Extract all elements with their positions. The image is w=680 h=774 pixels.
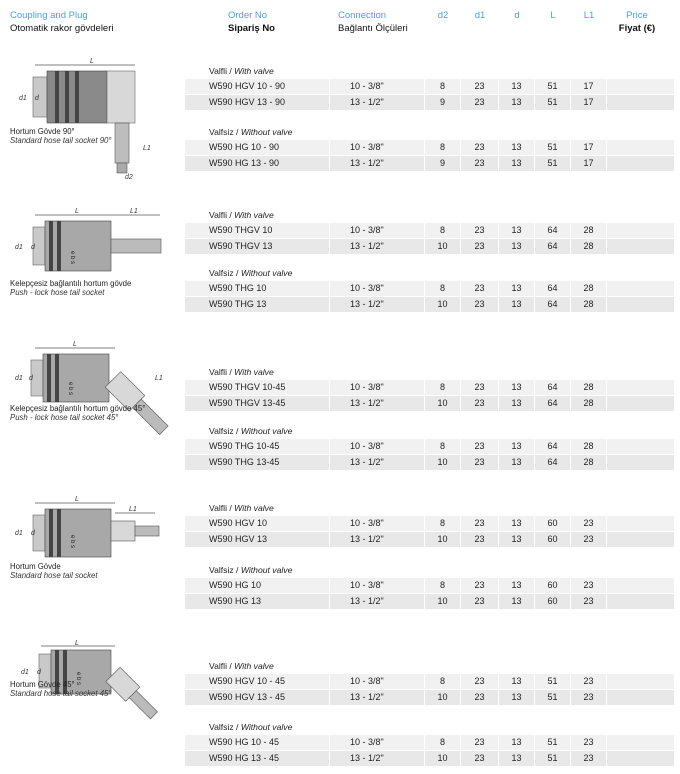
svg-text:L1: L1 bbox=[130, 208, 138, 215]
group-title: Valfsiz / Without valve bbox=[209, 722, 293, 732]
group-without-valve bbox=[185, 720, 675, 766]
caption-tr: Hortum Gövde 90° bbox=[10, 127, 75, 136]
group-with-valve bbox=[185, 208, 675, 254]
header-price bbox=[614, 10, 660, 34]
push-lock-caption bbox=[10, 279, 180, 297]
svg-text:L: L bbox=[90, 58, 94, 65]
header-order bbox=[228, 10, 275, 34]
connection-tr: Bağlantı Ölçüleri bbox=[338, 23, 408, 34]
table-row: W590 HGV 13 13 - 1/2" 10 23 13 60 23 bbox=[185, 531, 675, 547]
group-without-valve bbox=[185, 563, 675, 609]
group-without-valve bbox=[185, 266, 675, 312]
group-with-valve bbox=[185, 64, 675, 110]
caption-en: Push - lock hose tail socket 45° bbox=[10, 413, 119, 422]
group-title: Valfsiz / Without valve bbox=[209, 127, 293, 137]
svg-text:e b s: e b s bbox=[69, 535, 75, 549]
table-row: W590 THG 13-45 13 - 1/2" 10 23 13 64 28 bbox=[185, 454, 675, 470]
svg-text:e b s: e b s bbox=[67, 382, 73, 396]
svg-text:d1: d1 bbox=[15, 375, 23, 382]
price-tr: Fiyat (€) bbox=[618, 23, 656, 34]
table-row: W590 HGV 10 - 90 10 - 3/8" 8 23 13 51 17 bbox=[185, 78, 675, 94]
table-row: W590 HG 13 - 90 13 - 1/2" 9 23 13 51 17 bbox=[185, 155, 675, 171]
svg-text:L1: L1 bbox=[155, 375, 163, 382]
table-row: W590 THG 10 10 - 3/8" 8 23 13 64 28 bbox=[185, 280, 675, 296]
table-row: W590 THG 13 13 - 1/2" 10 23 13 64 28 bbox=[185, 296, 675, 312]
table-row: W590 HG 10 - 90 10 - 3/8" 8 23 13 51 17 bbox=[185, 139, 675, 155]
standard-caption bbox=[10, 562, 180, 580]
svg-text:d: d bbox=[31, 244, 35, 251]
group-with-valve bbox=[185, 659, 675, 705]
svg-text:d: d bbox=[37, 669, 41, 676]
order-no-tr: Sipariş No bbox=[228, 23, 275, 34]
group-with-valve bbox=[185, 501, 675, 547]
group-title: Valfsiz / Without valve bbox=[209, 268, 293, 278]
group-title: Valfli / With valve bbox=[209, 661, 274, 671]
svg-text:e b s: e b s bbox=[69, 251, 75, 265]
table-row: W590 HGV 10 10 - 3/8" 8 23 13 60 23 bbox=[185, 515, 675, 531]
table-row: W590 THGV 10-45 10 - 3/8" 8 23 13 64 28 bbox=[185, 379, 675, 395]
col-d2-header: d2 bbox=[437, 10, 449, 21]
svg-text:e b s: e b s bbox=[75, 672, 81, 686]
svg-text:L1: L1 bbox=[143, 145, 151, 152]
table-row: W590 HG 10 10 - 3/8" 8 23 13 60 23 bbox=[185, 577, 675, 593]
group-title: Valfli / With valve bbox=[209, 503, 274, 513]
table-row: W590 THGV 13-45 13 - 1/2" 10 23 13 64 28 bbox=[185, 395, 675, 411]
group-title: Valfsiz / Without valve bbox=[209, 426, 293, 436]
group-without-valve bbox=[185, 424, 675, 470]
group-without-valve bbox=[185, 125, 675, 171]
svg-text:L: L bbox=[75, 208, 79, 215]
svg-text:L: L bbox=[75, 496, 79, 503]
svg-text:d1: d1 bbox=[15, 530, 23, 537]
caption-tr: Hortum Gövde 45° bbox=[10, 680, 75, 689]
table-row: W590 THG 10-45 10 - 3/8" 8 23 13 64 28 bbox=[185, 438, 675, 454]
col-d-header: d bbox=[514, 10, 520, 21]
push-lock-45-drawing bbox=[5, 340, 180, 440]
order-no-en: Order No bbox=[228, 10, 268, 21]
svg-text:L: L bbox=[73, 341, 77, 348]
svg-text:d1: d1 bbox=[19, 95, 27, 102]
caption-en: Push - lock hose tail socket bbox=[10, 288, 105, 297]
table-row: W590 THGV 13 13 - 1/2" 10 23 13 64 28 bbox=[185, 238, 675, 254]
push-lock-45-caption bbox=[10, 404, 180, 422]
group-with-valve bbox=[185, 365, 675, 411]
col-L1-header: L1 bbox=[583, 10, 595, 21]
standard-drawing bbox=[5, 495, 180, 565]
push-lock-drawing bbox=[5, 203, 180, 283]
svg-text:L: L bbox=[75, 640, 79, 647]
svg-text:d1: d1 bbox=[15, 244, 23, 251]
table-row: W590 HG 13 13 - 1/2" 10 23 13 60 23 bbox=[185, 593, 675, 609]
hose-tail-90-drawing bbox=[5, 55, 180, 180]
group-title: Valfsiz / Without valve bbox=[209, 565, 293, 575]
svg-text:d1: d1 bbox=[21, 669, 29, 676]
svg-text:d: d bbox=[31, 530, 35, 537]
caption-tr: Kelepçesiz bağlantılı hortum gövde 45° bbox=[10, 404, 146, 413]
group-title: Valfli / With valve bbox=[209, 367, 274, 377]
connection-en: Connection bbox=[338, 10, 387, 21]
group-title: Valfli / With valve bbox=[209, 210, 274, 220]
table-row: W590 HGV 13 - 45 13 - 1/2" 10 23 13 51 23 bbox=[185, 689, 675, 705]
price-en: Price bbox=[626, 10, 648, 21]
standard-45-caption bbox=[10, 680, 180, 698]
table-row: W590 HG 13 - 45 13 - 1/2" 10 23 13 51 23 bbox=[185, 750, 675, 766]
caption-tr: Hortum Gövde bbox=[10, 562, 61, 571]
svg-text:d: d bbox=[35, 95, 39, 102]
group-title: Valfli / With valve bbox=[209, 66, 274, 76]
svg-text:d: d bbox=[29, 375, 33, 382]
caption-tr: Kelepçesiz bağlantılı hortum gövde bbox=[10, 279, 132, 288]
table-row: W590 HGV 13 - 90 13 - 1/2" 9 23 13 51 17 bbox=[185, 94, 675, 110]
header-coupling bbox=[10, 10, 113, 34]
caption-en: Standard hose tail socket 45° bbox=[10, 689, 112, 698]
caption-en: Standard hose tail socket bbox=[10, 571, 98, 580]
table-row: W590 HGV 10 - 45 10 - 3/8" 8 23 13 51 23 bbox=[185, 673, 675, 689]
table-row: W590 HG 10 - 45 10 - 3/8" 8 23 13 51 23 bbox=[185, 734, 675, 750]
header-connection bbox=[338, 10, 408, 34]
caption-en: Standard hose tail socket 90° bbox=[10, 136, 112, 145]
col-d1-header: d1 bbox=[474, 10, 486, 21]
coupling-title-tr: Otomatik rakor gövdeleri bbox=[10, 23, 114, 34]
coupling-title-en: Coupling and Plug bbox=[10, 10, 88, 21]
svg-text:d2: d2 bbox=[125, 174, 133, 180]
svg-text:L1: L1 bbox=[129, 506, 137, 513]
table-row: W590 THGV 10 10 - 3/8" 8 23 13 64 28 bbox=[185, 222, 675, 238]
col-L-header: L bbox=[550, 10, 556, 21]
hose-tail-90-caption bbox=[10, 127, 180, 145]
